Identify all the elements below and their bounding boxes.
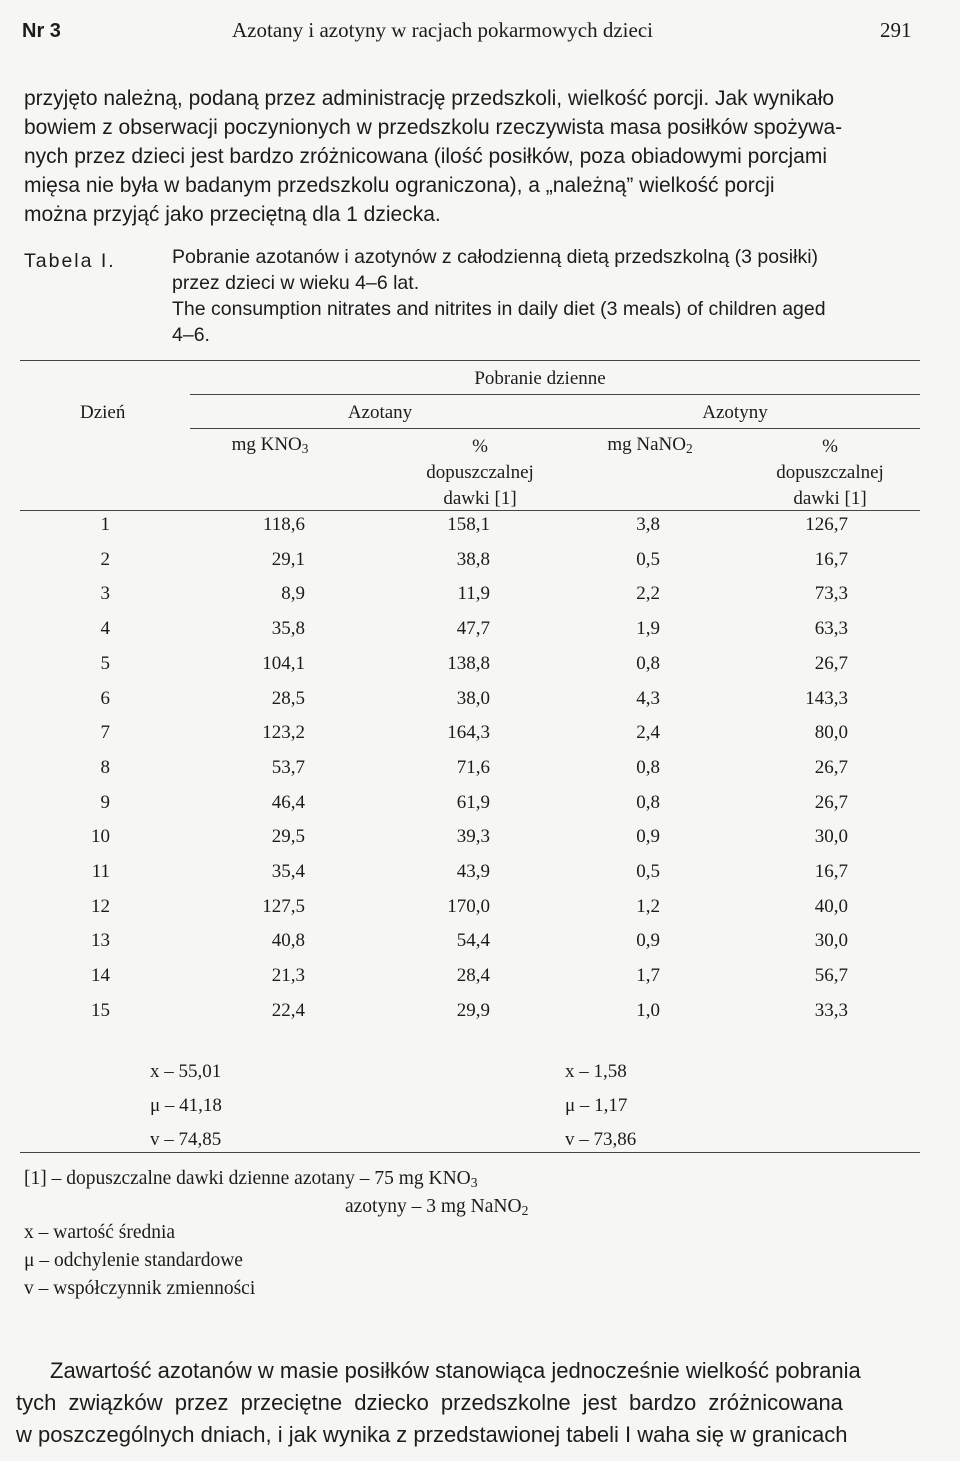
- intro-line: przyjęto należną, podaną przez administrację przedszkoli, wielkość porcji. Jak wynikało: [24, 87, 835, 110]
- cell-day: 7: [100, 722, 110, 744]
- cell-nitrite-pct: 73,3: [814, 583, 848, 605]
- cell-nitrite-pct: 80,0: [814, 722, 848, 744]
- cell-day: 11: [91, 861, 110, 882]
- cell-nano2: 2,2: [636, 583, 660, 605]
- table-bottom-rule: [20, 1152, 920, 1153]
- footnote-1: [1] – dopuszczalne dawki dzienne azotany – 75 mg $KNO_3$: [24, 1168, 478, 1190]
- cell-nitrite-pct: 30,0: [814, 930, 848, 952]
- cell-nano2: 0,5: [636, 548, 660, 570]
- cell-kno3: 46,4: [271, 791, 305, 813]
- cell-kno3: 123,2: [262, 722, 305, 744]
- subgroup-rule: [190, 428, 920, 429]
- table-caption: [172, 244, 826, 348]
- cell-nano2: 1,0: [636, 999, 660, 1021]
- cell-day: 13: [91, 930, 110, 952]
- cell-day: 2: [100, 548, 110, 570]
- intro-paragraph: [24, 84, 842, 229]
- cell-kno3: 29,1: [271, 548, 305, 570]
- caption-line: The consumption nitrates and nitrites in daily diet (3 meals) of children aged: [172, 298, 826, 320]
- cell-nitrate-pct: 28,4: [456, 965, 490, 987]
- stat-mean: x – 1,58: [565, 1061, 627, 1082]
- cell-day: 9: [100, 791, 110, 813]
- cell-kno3: 35,8: [271, 618, 305, 640]
- cell-nitrate-pct: 164,3: [447, 722, 490, 744]
- cell-nitrate-pct: 158,1: [447, 514, 490, 535]
- cell-nano2: 0,8: [636, 791, 660, 813]
- col-nitrite-pct-header: % dopuszczalnej dawki [1]: [776, 436, 884, 509]
- cell-day: 15: [91, 999, 110, 1021]
- cell-day: 1: [100, 514, 110, 535]
- caption-line: 4–6.: [172, 324, 210, 346]
- cell-nitrate-pct: 11,9: [457, 583, 490, 605]
- cell-nitrate-pct: 71,6: [456, 756, 490, 778]
- cell-nano2: 2,4: [636, 722, 660, 744]
- intro-line: nych przez dzieci jest bardzo zróżnicowana (ilość posiłków, poza obiadowymi porcjami: [24, 145, 828, 168]
- cell-nitrite-pct: 33,3: [814, 999, 848, 1021]
- cell-day: 4: [100, 618, 110, 640]
- col-kno3-header: mg $KNO_3$: [231, 434, 309, 456]
- cell-day: 14: [91, 965, 110, 987]
- cell-nitrate-pct: 39,3: [456, 826, 490, 848]
- cell-nitrate-pct: 170,0: [447, 895, 490, 917]
- cell-kno3: 118,6: [262, 514, 305, 535]
- cell-nitrite-pct: 16,7: [814, 548, 848, 570]
- cell-day: 5: [100, 652, 110, 674]
- journal-number: Nr 3: [22, 20, 61, 42]
- cell-nano2: 0,9: [636, 826, 660, 848]
- footnote-v: v – współczynnik zmienności: [24, 1278, 256, 1299]
- cell-day: 6: [100, 687, 110, 709]
- stat-sd: μ – 41,18: [150, 1095, 222, 1116]
- cell-nitrite-pct: 26,7: [814, 756, 848, 778]
- footnote-1-cont: azotyny – 3 mg NaNO$_2$: [345, 1196, 529, 1218]
- footnote-x: x – wartość średnia: [24, 1222, 176, 1243]
- cell-day: 10: [91, 826, 110, 848]
- cell-nano2: 0,9: [636, 930, 660, 952]
- col-nitrate-pct-header: % dopuszczalnej dawki [1]: [426, 436, 534, 509]
- cell-nano2: 0,8: [636, 756, 660, 778]
- caption-line: przez dzieci w wieku 4–6 lat.: [172, 272, 420, 294]
- table-top-rule: [20, 360, 920, 361]
- cell-nitrate-pct: 54,4: [456, 930, 490, 952]
- cell-nitrite-pct: 126,7: [805, 514, 848, 535]
- cell-nano2: 0,8: [636, 652, 660, 674]
- cell-nitrite-pct: 143,3: [805, 687, 848, 709]
- nitrites-header: Azotyny: [702, 402, 768, 423]
- cell-nano2: 0,5: [636, 861, 660, 882]
- intro-line: mięsa nie była w badanym przedszkolu ograniczona), a „należną” wielkość porcji: [24, 174, 775, 197]
- cell-nano2: 1,2: [636, 895, 660, 917]
- cell-nitrite-pct: 16,7: [814, 861, 848, 882]
- cell-kno3: 8,9: [281, 583, 305, 605]
- cell-kno3: 104,1: [262, 652, 305, 674]
- group-rule: [190, 394, 920, 395]
- table-label: Tabela I.: [24, 250, 116, 272]
- intro-line: bowiem z obserwacji poczynionych w przedszkolu rzeczywista masa posiłków spożywa-: [24, 116, 843, 139]
- nitrate-stats: [150, 1055, 222, 1157]
- stat-sd: μ – 1,17: [565, 1095, 628, 1116]
- cell-kno3: 53,7: [271, 756, 305, 778]
- page-number: 291: [880, 18, 912, 42]
- cell-kno3: 127,5: [262, 895, 305, 917]
- cell-nitrate-pct: 61,9: [456, 791, 490, 813]
- cell-kno3: 22,4: [271, 999, 305, 1021]
- cell-nitrite-pct: 63,3: [814, 618, 848, 640]
- cell-nano2: 1,9: [636, 618, 660, 640]
- closing-line: tych związków przez przeciętne dziecko przedszkolne jest bardzo zróżnicowana: [16, 1390, 843, 1415]
- cell-nitrite-pct: 30,0: [814, 826, 848, 848]
- cell-nano2: 3,8: [636, 514, 660, 535]
- caption-line: Pobranie azotanów i azotynów z całodzienną dietą przedszkolną (3 posiłki): [172, 246, 819, 268]
- nitrates-header: Azotany: [347, 402, 413, 423]
- cell-nano2: 1,7: [636, 965, 660, 987]
- stat-cv: v – 73,86: [565, 1129, 637, 1150]
- cell-kno3: 28,5: [271, 687, 305, 709]
- cell-nano2: 4,3: [636, 687, 660, 709]
- col-nano2-header: mg NaNO$_2$: [607, 434, 693, 456]
- cell-nitrate-pct: 38,0: [456, 687, 490, 709]
- cell-kno3: 29,5: [271, 826, 305, 848]
- cell-day: 12: [91, 895, 110, 917]
- cell-nitrate-pct: 29,9: [456, 999, 490, 1021]
- closing-line: w poszczególnych dniach, i jak wynika z przedstawionej tabeli I waha się w granicach: [16, 1422, 848, 1447]
- cell-nitrite-pct: 56,7: [814, 965, 848, 987]
- nitrite-stats: [565, 1055, 636, 1157]
- stat-cv: v – 74,85: [150, 1129, 222, 1150]
- cell-nitrite-pct: 26,7: [814, 791, 848, 813]
- closing-line: Zawartość azotanów w masie posiłków stanowiąca jednocześnie wielkość pobrania: [50, 1358, 861, 1383]
- cell-nitrite-pct: 26,7: [814, 652, 848, 674]
- cell-day: 3: [100, 583, 110, 605]
- cell-nitrate-pct: 47,7: [456, 618, 490, 640]
- cell-nitrate-pct: 38,8: [456, 548, 490, 570]
- intro-line: można przyjąć jako przeciętną dla 1 dziecka.: [24, 203, 441, 226]
- cell-kno3: 35,4: [271, 861, 305, 882]
- cell-nitrite-pct: 40,0: [814, 895, 848, 917]
- cell-nitrate-pct: 43,9: [456, 861, 490, 882]
- cell-kno3: 40,8: [271, 930, 305, 952]
- group-header: Pobranie dzienne: [474, 368, 606, 389]
- cell-nitrate-pct: 138,8: [447, 652, 490, 674]
- footnote-mu: μ – odchylenie standardowe: [24, 1250, 243, 1271]
- col-day-header: Dzień: [80, 402, 126, 423]
- closing-paragraph: [16, 1355, 861, 1451]
- cell-day: 8: [100, 756, 110, 778]
- cell-kno3: 21,3: [271, 965, 305, 987]
- running-title: Azotany i azotyny w racjach pokarmowych dzieci: [232, 18, 653, 42]
- stat-mean: x – 55,01: [150, 1061, 222, 1082]
